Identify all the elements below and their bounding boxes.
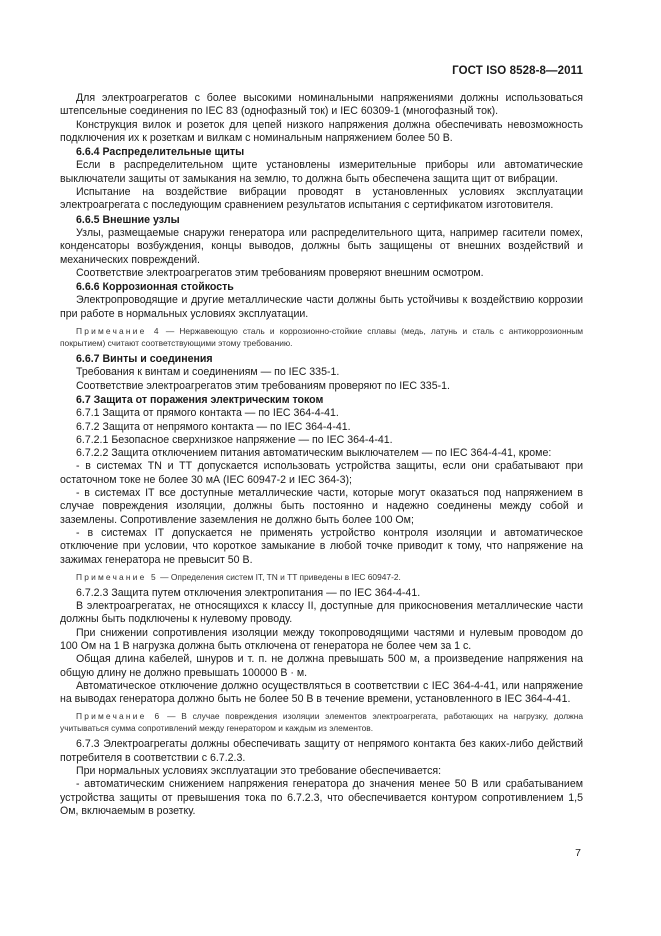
paragraph: - в системах IT все доступные металлические части, которые могут оказаться под напряжением в случае повреждения изоляции, должны быть постоянно и надежно соединены между собой и заземлены. Сопротивление заземления не должно быть более 100 Ом;	[60, 487, 583, 526]
paragraph: При нормальных условиях эксплуатации это требование обеспечивается:	[76, 765, 442, 778]
paragraph: - в системах TN и TT допускается использовать устройства защиты, если они срабатывают при остаточном токе не более 30 мА (IEC 60947-2 и IEC 364-3);	[60, 460, 583, 486]
paragraph: В электроагрегатах, не относящихся к классу II, доступные для прикосновения металлические части должны быть подключены к нулевому проводу.	[60, 600, 583, 626]
paragraph: Общая длина кабелей, шнуров и т. п. не должна превышать 500 м, а произведение напряжения на общую длину не должно превышать 100000 В · м.	[60, 653, 583, 679]
paragraph: 6.7.2.2 Защита отключением питания автоматическим выключателем — по IEC 364-4-41, кроме:	[76, 447, 552, 460]
paragraph: - в системах IT допускается не применять устройство контроля изоляции и автоматическое отключение при условии, что короткое замыкание в любой точке приводит к тому, что напряжение на зажимах генератора не превысит 50 В.	[60, 526, 583, 566]
paragraph: 6.7.2.1 Безопасное сверхнизкое напряжение — по IEC 364-4-41.	[76, 433, 393, 446]
note-label: Примечание 4	[76, 326, 161, 337]
paragraph: Автоматическое отключение должно осуществляться в соответствии с IEC 364-4-41, или напряжение на выводах генератора должно быть не более 50 В в течение времени, установленного в IEC 364-4-41.	[60, 679, 583, 706]
section-heading: 6.6.5 Внешние узлы	[76, 213, 180, 226]
paragraph: 6.7.2 Защита от непрямого контакта — по IEC 364-4-41.	[76, 420, 351, 433]
note-paragraph	[60, 571, 583, 583]
paragraph: 6.7.1 Защита от прямого контакта — по IEC 364-4-41.	[76, 407, 339, 420]
paragraph: Узлы, размещаемые снаружи генератора или распределительного щита, например гасители помех, конденсаторы возбуждения, концы выводов, должны быть защищены от внешних воздействий и механических повреждений.	[60, 226, 583, 266]
section-heading: 6.6.4 Распределительные щиты	[76, 146, 245, 159]
note-text: — Нержавеющую сталь и коррозионно-стойкие сплавы (медь, латунь и сталь с антикоррозионным покрытием) считают соответствующими этому требованию.	[60, 326, 583, 349]
paragraph: Для электроагрегатов с более высокими номинальными напряжениями должны использоваться штепсельные соединения по IEC 83 (однофазный ток) и IEC 60309-1 (многофазный ток).	[60, 92, 583, 118]
section-heading: 6.7 Защита от поражения электрическим током	[76, 393, 324, 406]
paragraph: 6.7.3 Электроагрегаты должны обеспечивать защиту от непрямого контакта без каких-либо действий потребителя в соответствии с 6.7.2.3.	[60, 738, 583, 764]
note-text: — В случае повреждения изоляции элементов электроагрегата, работающих на нагрузку, должна учитываться сумма сопротивлений между генератором и каждым из элементов.	[60, 711, 583, 734]
paragraph: При снижении сопротивления изоляции между токопроводящими частями и нулевым проводом до 100 Ом на 1 В нагрузка должна быть отключена от генератора не более чем за 1 с.	[60, 626, 583, 652]
document-body	[60, 92, 583, 818]
paragraph: Испытание на воздействие вибрации проводят в установленных условиях эксплуатации электроагрегата с последующим сравнением результатов испытания с сертификатом изготовителя.	[60, 186, 583, 212]
paragraph: Требования к винтам и соединениям — по IEC 335-1.	[76, 366, 340, 379]
paragraph: Конструкция вилок и розеток для цепей низкого напряжения должна обеспечивать невозможность подключения их к розеткам и вилкам с номинальным напряжением более 50 В.	[60, 118, 583, 144]
note-paragraph	[60, 710, 583, 734]
paragraph: Соответствие электроагрегатов этим требованиям проверяют по IEC 335-1.	[76, 379, 450, 392]
note-label: Примечание 6	[76, 711, 162, 722]
paragraph: - автоматическим снижением напряжения генератора до значения менее 50 В или срабатыванием устройства защиты от превышения тока по 6.7.2.3, что обеспечивается контуром сопротивлением 1,5 Ом, включаемым в розетку.	[60, 778, 583, 817]
note-text: — Определения систем IT, TN и TT приведены в IEC 60947-2.	[157, 571, 401, 582]
page-number: 7	[575, 847, 581, 859]
note-label: Примечание 5	[76, 571, 158, 582]
section-heading: 6.6.7 Винты и соединения	[76, 353, 213, 366]
section-heading: 6.6.6 Коррозионная стойкость	[76, 281, 234, 294]
paragraph: Если в распределительном щите установлены измерительные приборы или автоматические выключатели защиты от замыкания на землю, то должна быть обеспечена защита щит от вибрации.	[60, 159, 583, 185]
note-paragraph	[60, 325, 583, 349]
paragraph: Электропроводящие и другие металлические части должны быть устойчивы к воздействию коррозии при работе в нормальных условиях эксплуатации.	[60, 294, 583, 320]
paragraph: 6.7.2.3 Защита путем отключения электропитания — по IEC 364-4-41.	[76, 586, 421, 599]
standard-header: ГОСТ ISO 8528-8—2011	[452, 65, 583, 77]
paragraph: Соответствие электроагрегатов этим требованиям проверяют внешним осмотром.	[76, 266, 484, 279]
